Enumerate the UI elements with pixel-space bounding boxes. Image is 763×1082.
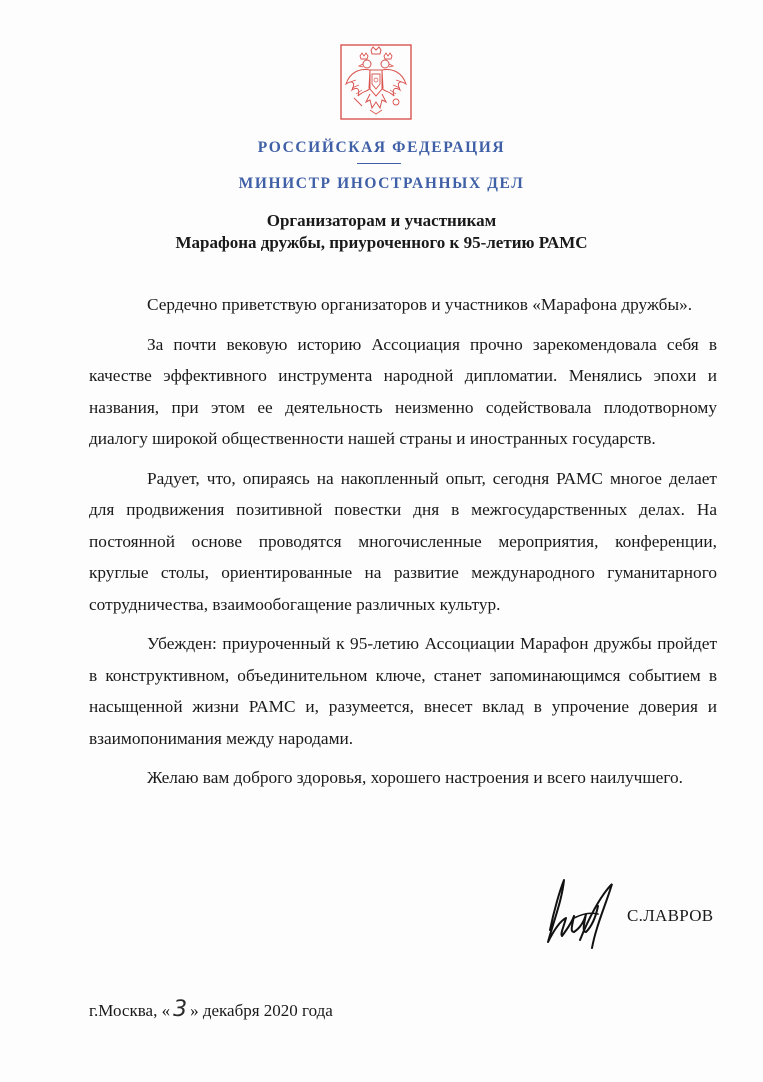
organization-name: РОССИЙСКАЯ ФЕДЕРАЦИЯ bbox=[257, 139, 506, 156]
date-day-handwritten: 3 bbox=[173, 997, 188, 1022]
place-and-date bbox=[89, 997, 333, 1022]
header-divider bbox=[357, 163, 401, 164]
date-suffix: » декабря 2020 года bbox=[190, 1001, 333, 1020]
letter-subject: Марафона дружбы, приуроченного к 95-летию РАМС bbox=[175, 233, 588, 252]
paragraph: За почти вековую историю Ассоциация прочно зарекомендовала себя в качестве эффективного инструмента народной дипломатии. Менялись эпохи и названия, при этом ее деятельность неизменно содействовала плодотворному диалогу широкой общественности нашей страны и иностранных государств. bbox=[89, 334, 717, 448]
letter-addressee: Организаторам и участникам bbox=[266, 211, 497, 230]
paragraph: Желаю вам доброго здоровья, хорошего настроения и всего наилучшего. bbox=[147, 768, 683, 787]
handwritten-signature bbox=[540, 870, 628, 952]
signer-name: С.ЛАВРОВ bbox=[627, 906, 714, 925]
paragraph: Убежден: приуроченный к 95-летию Ассоциации Марафон дружбы пройдет в конструктивном, объединительном ключе, станет запоминающимся событием в насыщенной жизни РАМС и, разумеется, внесет вклад в упрочение доверия и взаимопонимания между народами. bbox=[89, 634, 717, 748]
date-prefix: г.Москва, « bbox=[89, 1001, 171, 1020]
coat-of-arms-emblem bbox=[340, 44, 412, 120]
paragraph: Сердечно приветствую организаторов и участников «Марафона дружбы». bbox=[147, 295, 693, 314]
official-position: МИНИСТР ИНОСТРАННЫХ ДЕЛ bbox=[238, 175, 525, 192]
paragraph: Радует, что, опираясь на накопленный опыт, сегодня РАМС многое делает для продвижения позитивной повестки дня в межгосударственных делах. На постоянной основе проводятся многочисленные мероприятия, конференции, круглые столы, ориентированные на развитие международного гуманитарного сотрудничества, взаимообогащение различных культур. bbox=[89, 468, 717, 614]
letter-body bbox=[89, 289, 717, 802]
